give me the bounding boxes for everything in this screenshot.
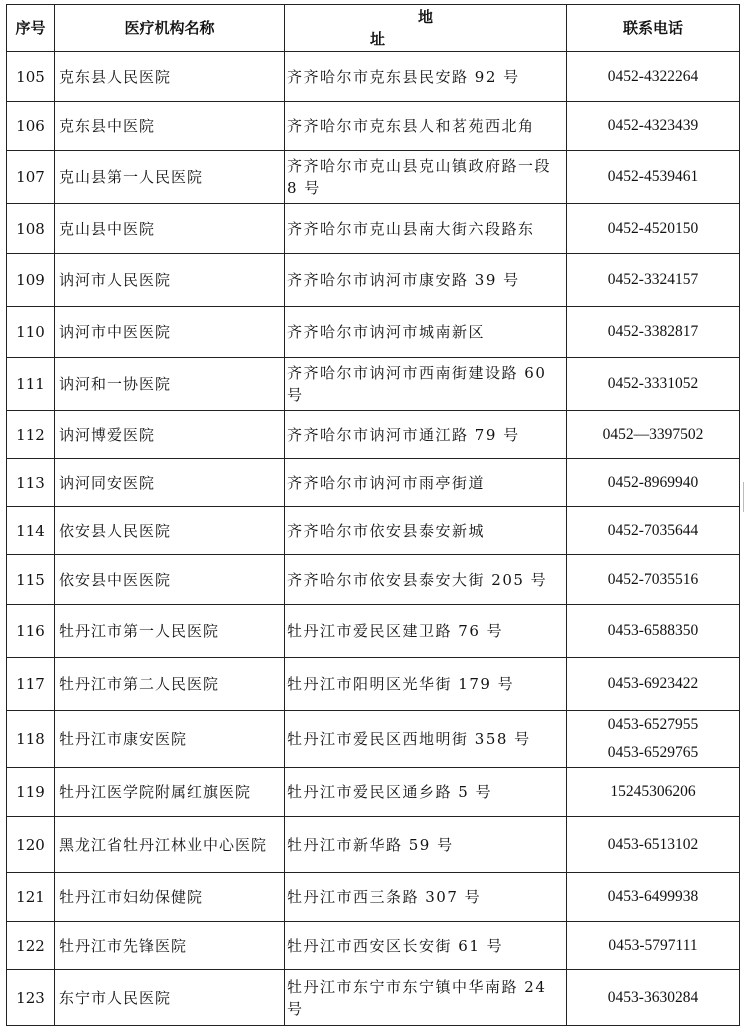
header-num: 序号	[7, 5, 55, 52]
institution-address: 牡丹江市西安区长安街 61 号	[285, 922, 567, 970]
institution-address: 牡丹江市爱民区通乡路 5 号	[285, 768, 567, 817]
phone-number: 0452-3382817	[607, 323, 699, 340]
table-row	[7, 555, 740, 605]
row-number: 107	[7, 151, 55, 204]
institution-name: 克东县人民医院	[55, 52, 285, 102]
phone-cell	[567, 204, 740, 254]
phone-number: 0452-4322264	[607, 67, 699, 85]
phone-cell	[567, 307, 740, 358]
row-number: 122	[7, 922, 55, 970]
phone-cell	[567, 102, 740, 151]
table-row	[7, 254, 740, 307]
phone-cell	[567, 817, 740, 873]
institution-name: 讷河市人民医院	[55, 254, 285, 307]
phone-cell	[567, 873, 740, 922]
phone-cell	[567, 711, 740, 768]
phone-number: 0452-3331052	[607, 375, 699, 392]
institution-name: 依安县中医医院	[55, 555, 285, 605]
row-number: 111	[7, 358, 55, 411]
table-row	[7, 605, 740, 658]
phone-number: 0452-4323439	[607, 117, 699, 134]
institution-address: 齐齐哈尔市讷河市康安路 39 号	[285, 254, 567, 307]
institution-name: 黑龙江省牡丹江林业中心医院	[55, 817, 285, 873]
header-name: 医疗机构名称	[55, 5, 285, 52]
phone-number: 0453-6529765	[607, 744, 699, 761]
institution-address: 齐齐哈尔市讷河市西南街建设路 60 号	[285, 358, 567, 411]
row-number: 121	[7, 873, 55, 922]
phone-number: 0453-5797111	[608, 936, 698, 954]
phone-number: 0452—3397502	[602, 425, 704, 443]
phone-cell	[567, 254, 740, 307]
institution-address: 牡丹江市东宁市东宁镇中华南路 24 号	[285, 970, 567, 1026]
institution-name: 依安县人民医院	[55, 507, 285, 555]
hospital-table	[6, 4, 740, 1026]
institution-name: 牡丹江市第一人民医院	[55, 605, 285, 658]
phone-cell	[567, 555, 740, 605]
phone-cell	[567, 459, 740, 507]
row-number: 119	[7, 768, 55, 817]
table-row	[7, 459, 740, 507]
institution-name: 讷河博爱医院	[55, 411, 285, 459]
table-row	[7, 411, 740, 459]
institution-address: 齐齐哈尔市讷河市雨亭街道	[285, 459, 567, 507]
phone-cell	[567, 922, 740, 970]
row-number: 113	[7, 459, 55, 507]
row-number: 117	[7, 658, 55, 711]
phone-cell	[567, 970, 740, 1026]
row-number: 112	[7, 411, 55, 459]
institution-address: 齐齐哈尔市克山县克山镇政府路一段 8 号	[285, 151, 567, 204]
institution-name: 讷河市中医医院	[55, 307, 285, 358]
table-row	[7, 507, 740, 555]
phone-number: 0453-3630284	[607, 988, 699, 1006]
phone-number: 0452-4520150	[607, 219, 699, 237]
table-row	[7, 102, 740, 151]
row-number: 109	[7, 254, 55, 307]
institution-address: 齐齐哈尔市讷河市通江路 79 号	[285, 411, 567, 459]
table-header-row	[7, 5, 740, 52]
header-addr	[285, 5, 567, 52]
phone-cell	[567, 507, 740, 555]
table-row	[7, 970, 740, 1026]
institution-name: 克山县中医院	[55, 204, 285, 254]
institution-address: 齐齐哈尔市克东县民安路 92 号	[285, 52, 567, 102]
phone-cell	[567, 768, 740, 817]
row-number: 118	[7, 711, 55, 768]
institution-address: 齐齐哈尔市克东县人和茗苑西北角	[285, 102, 567, 151]
table-row	[7, 711, 740, 768]
institution-address: 齐齐哈尔市克山县南大街六段路东	[285, 204, 567, 254]
institution-name: 克山县第一人民医院	[55, 151, 285, 204]
phone-number: 0452-7035516	[607, 570, 699, 588]
phone-number: 0453-6499938	[607, 888, 699, 905]
institution-name: 牡丹江市妇幼保健院	[55, 873, 285, 922]
phone-number: 0452-4539461	[607, 168, 699, 185]
institution-name: 东宁市人民医院	[55, 970, 285, 1026]
institution-name: 讷河和一协医院	[55, 358, 285, 411]
table-row	[7, 52, 740, 102]
phone-cell	[567, 358, 740, 411]
phone-number: 0452-3324157	[607, 271, 699, 288]
institution-address: 牡丹江市阳明区光华街 179 号	[285, 658, 567, 711]
row-number: 123	[7, 970, 55, 1026]
table-row	[7, 768, 740, 817]
phone-number: 0453-6923422	[607, 675, 699, 692]
phone-cell	[567, 411, 740, 459]
institution-address: 齐齐哈尔市依安县泰安大街 205 号	[285, 555, 567, 605]
institution-address: 牡丹江市西三条路 307 号	[285, 873, 567, 922]
institution-address: 牡丹江市新华路 59 号	[285, 817, 567, 873]
phone-cell	[567, 658, 740, 711]
phone-cell	[567, 151, 740, 204]
table-row	[7, 358, 740, 411]
institution-name: 牡丹江市康安医院	[55, 711, 285, 768]
institution-name: 牡丹江市先锋医院	[55, 922, 285, 970]
table-row	[7, 151, 740, 204]
institution-name: 牡丹江医学院附属红旗医院	[55, 768, 285, 817]
row-number: 108	[7, 204, 55, 254]
phone-number: 15245306206	[610, 783, 696, 800]
header-addr-label: 地 址	[369, 8, 529, 48]
table-row	[7, 873, 740, 922]
phone-number: 0453-6527955	[607, 716, 699, 733]
row-number: 114	[7, 507, 55, 555]
institution-address: 牡丹江市爱民区西地明街 358 号	[285, 711, 567, 768]
phone-cell	[567, 605, 740, 658]
table-row	[7, 204, 740, 254]
row-number: 120	[7, 817, 55, 873]
table-row	[7, 817, 740, 873]
header-phone: 联系电话	[567, 5, 740, 52]
phone-number: 0453-6588350	[607, 622, 699, 639]
table-row	[7, 922, 740, 970]
phone-number: 0452-7035644	[607, 521, 699, 539]
row-number: 110	[7, 307, 55, 358]
row-number: 105	[7, 52, 55, 102]
phone-number: 0452-8969940	[607, 473, 699, 491]
institution-address: 齐齐哈尔市讷河市城南新区	[285, 307, 567, 358]
table-row	[7, 658, 740, 711]
institution-name: 克东县中医院	[55, 102, 285, 151]
table-row	[7, 307, 740, 358]
institution-address: 齐齐哈尔市依安县泰安新城	[285, 507, 567, 555]
row-number: 106	[7, 102, 55, 151]
row-number: 116	[7, 605, 55, 658]
row-number: 115	[7, 555, 55, 605]
institution-name: 牡丹江市第二人民医院	[55, 658, 285, 711]
institution-name: 讷河同安医院	[55, 459, 285, 507]
phone-number: 0453-6513102	[607, 835, 699, 853]
institution-address: 牡丹江市爱民区建卫路 76 号	[285, 605, 567, 658]
phone-cell	[567, 52, 740, 102]
